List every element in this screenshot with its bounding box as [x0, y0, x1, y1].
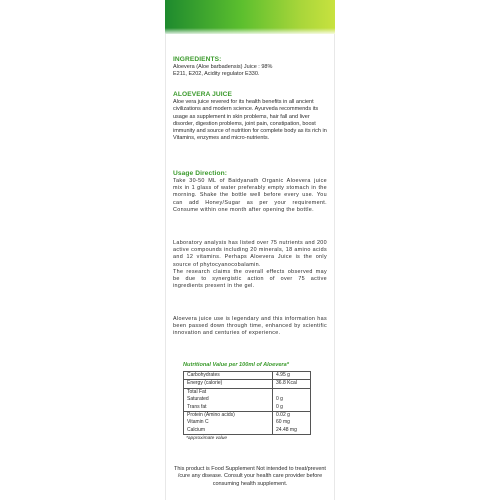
table-row — [184, 396, 311, 403]
nutrient-name: Carbohydrates — [184, 372, 273, 380]
ingredients-section — [173, 56, 327, 79]
table-row — [184, 372, 311, 380]
ingredients-line-1: Aloevera (Aloe barbadensis) Juice : 98% — [173, 64, 273, 70]
usage-direction-body: Take 30-50 ML of Baidyanath Organic Aloevera juice mix in 1 glass of water preferably empty stomach in the morning. Shake the bottle well before every use. You can add Honey/Sugar as per your requirement. Consume within one month after opening the bottle. — [173, 178, 327, 213]
table-row — [184, 404, 311, 412]
usage-direction-section — [173, 170, 327, 214]
nutrition-section — [173, 362, 327, 441]
nutrient-value — [273, 388, 311, 396]
research-claims-paragraph: The research claims the overall effects observed may be due to synergistic action of over 75 active ingredients present in the gel. — [173, 268, 327, 290]
usage-direction-heading: Usage Direction: — [173, 170, 227, 177]
label-right-edge — [334, 34, 335, 500]
nutrition-table — [183, 371, 311, 435]
ingredients-line-2: E211, E202, Acidity regulator E330. — [173, 71, 260, 78]
green-header-band — [165, 0, 335, 34]
nutrient-value: 36.8 Kcal — [273, 380, 311, 388]
table-row — [184, 419, 311, 426]
product-label-back — [165, 0, 335, 500]
nutrient-value: 0 g — [276, 396, 283, 403]
aloevera-juice-section — [173, 91, 327, 143]
table-row — [184, 412, 311, 420]
laboratory-analysis-section — [173, 240, 327, 290]
table-row — [184, 388, 311, 396]
nutrient-name: Saturated — [184, 396, 273, 403]
nutrient-name: Calcium — [184, 427, 273, 435]
legendary-use-section — [173, 316, 327, 338]
nutrient-value: 0 g — [276, 403, 283, 410]
nutrient-name: Trans fat — [184, 404, 273, 412]
table-row — [184, 427, 311, 435]
legendary-use-paragraph: Aloevera juice use is legendary and this information has been passed down through time, enhanced by scientific innovation and centuries of experience. — [173, 316, 327, 337]
nutrient-value: 4.95 g — [276, 372, 290, 378]
nutrient-value: 0.02 g — [273, 412, 311, 420]
nutrient-name: Energy (calorie) — [184, 380, 273, 388]
nutrition-title: Nutritional Value per 100ml of Aloevera* — [183, 362, 289, 368]
nutrient-name: Total Fat — [184, 388, 273, 396]
nutrient-value: 24.48 mg — [276, 426, 297, 433]
nutrient-name: Protein (Amino acids) — [184, 412, 273, 420]
table-row — [184, 380, 311, 388]
label-left-edge — [165, 34, 166, 500]
aloevera-juice-heading: ALOEVERA JUICE — [173, 91, 233, 98]
nutrient-name: Vitamin C — [184, 419, 273, 426]
ingredients-heading: INGREDIENTS: — [173, 56, 222, 63]
laboratory-analysis-paragraph: Laboratory analysis has listed over 75 nutrients and 200 active compounds including 20 minerals, 18 amino acids and 12 vitamins. Perhaps Aloevera Juice is the only source of phytocyanocobalamin. — [173, 240, 327, 268]
nutrient-value: 60 mg — [276, 419, 290, 426]
approximate-value-footnote: *approximate value — [186, 436, 228, 442]
food-supplement-disclaimer: This product is Food Supplement Not intended to treat/prevent /cure any disease. Consult your health care provider before consuming health supplement. — [174, 466, 326, 487]
aloevera-juice-body: Aloe vera juice revered for its health benefits in all ancient civilizations and modern science. Ayurveda recommends its usage as supplement in skin problems, hair fall and liver disorder, digestion problems, joint pain, constipation, boost immunity and source of nutrition for complete body as its rich in Vitamins, enzymes and micro-nutrients. — [173, 99, 327, 142]
